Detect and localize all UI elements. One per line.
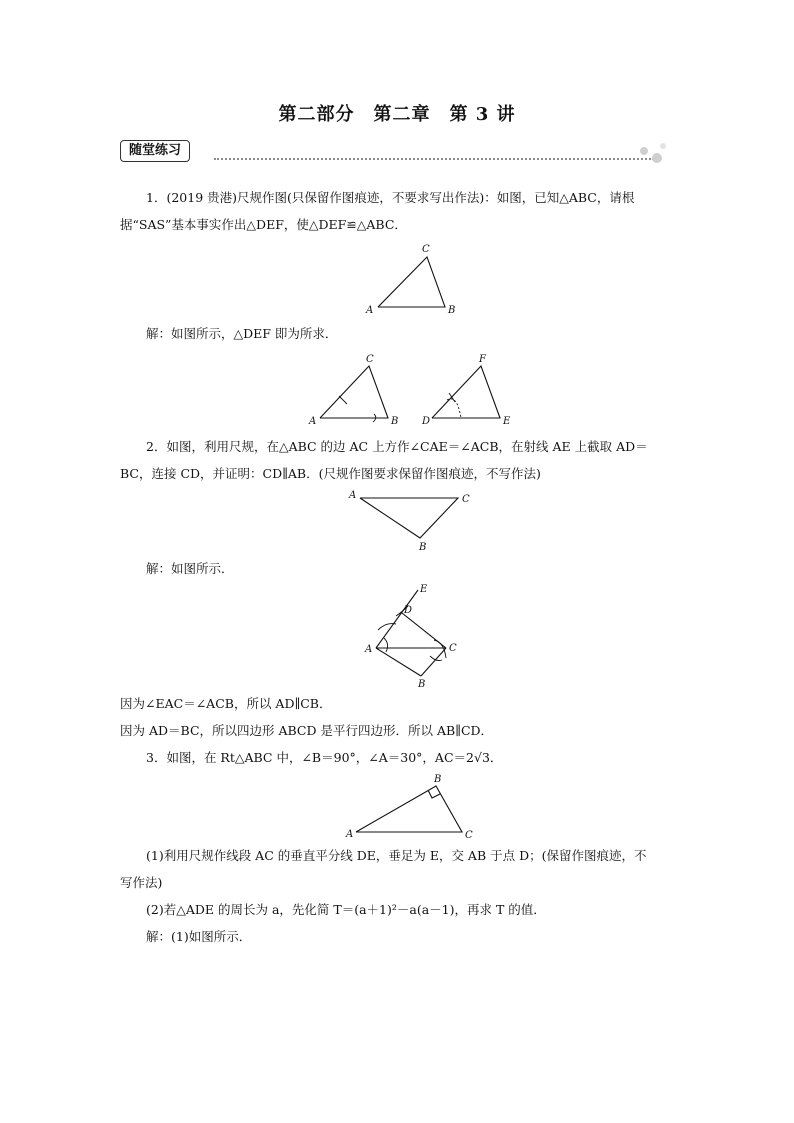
label-c: C [422,244,430,255]
problem-3-sub1-line-1: (1)利用尺规作线段 AC 的垂直平分线 DE，垂足为 E，交 AB 于点 D；(保留作图痕迹，不 [146,848,647,863]
label-b: B [434,774,442,785]
problem-2-line-1: 2．如图，利用尺规，在△ABC 的边 AC 上方作∠CAE＝∠ACB，在射线 AE 上截取 AD＝ [146,439,648,454]
problem-2-line-2: BC，连接 CD，并证明：CD∥AB．(尺规作图要求保留作图痕迹，不写作法) [120,466,541,481]
problem-3-solution: 解：(1)如图所示． [146,929,252,944]
label-c: C [465,830,473,841]
problem-1-solution: 解：如图所示，△DEF 即为所求． [146,326,338,341]
problem-3-sub1-line-2: 写作法) [120,875,163,890]
label-a: A [309,416,317,427]
problem-2-proof-line-1: 因为∠EAC＝∠ACB，所以 AD∥CB． [120,696,332,711]
page-title: 第二部分 第二章 第 3 讲 [278,104,516,125]
section-tag: 随堂练习 [120,140,190,162]
problem-2-figure [340,486,480,556]
label-f: F [479,354,486,365]
label-e: E [420,584,428,595]
decor-dot [640,147,648,155]
label-a: A [346,829,354,840]
label-d: D [404,605,413,616]
problem-2-proof-line-2: 因为 AD＝BC，所以四边形 ABCD 是平行四边形．所以 AB∥CD． [120,723,494,738]
label-b: B [419,542,427,553]
problem-1-line-1: 1．(2019 贵港)尺规作图(只保留作图痕迹，不要求写出作法)：如图，已知△ABC，请根 [146,190,635,205]
label-b: B [448,305,456,316]
problem-1-figure [360,240,470,320]
problem-3-question: 3．如图，在 Rt△ABC 中，∠B＝90°，∠A＝30°，AC＝2√3． [146,750,503,765]
label-a: A [365,644,373,655]
problem-2-solution: 解：如图所示． [146,561,234,576]
problem-1-solution-figure-def [392,350,522,430]
problem-1-solution-figure-abc [306,350,406,430]
problem-1-line-2: 据“SAS”基本事实作出△DEF，使△DEF≌△ABC． [120,217,407,232]
problem-2-solution-figure [364,580,474,690]
label-a: A [349,490,357,501]
label-a: A [366,305,374,316]
decor-dot [660,143,666,149]
label-c: C [462,494,470,505]
section-divider [214,158,654,160]
label-d: D [422,416,431,427]
label-b: B [391,416,399,427]
label-c: C [449,643,457,654]
problem-3-sub2: (2)若△ADE 的周长为 a，先化简 T＝(a＋1)²－a(a－1)，再求 T 的值． [146,902,546,917]
problem-3-figure [344,772,484,842]
label-c: C [366,354,374,365]
label-b: B [418,679,426,690]
label-e: E [503,416,511,427]
decor-dot [652,153,662,163]
